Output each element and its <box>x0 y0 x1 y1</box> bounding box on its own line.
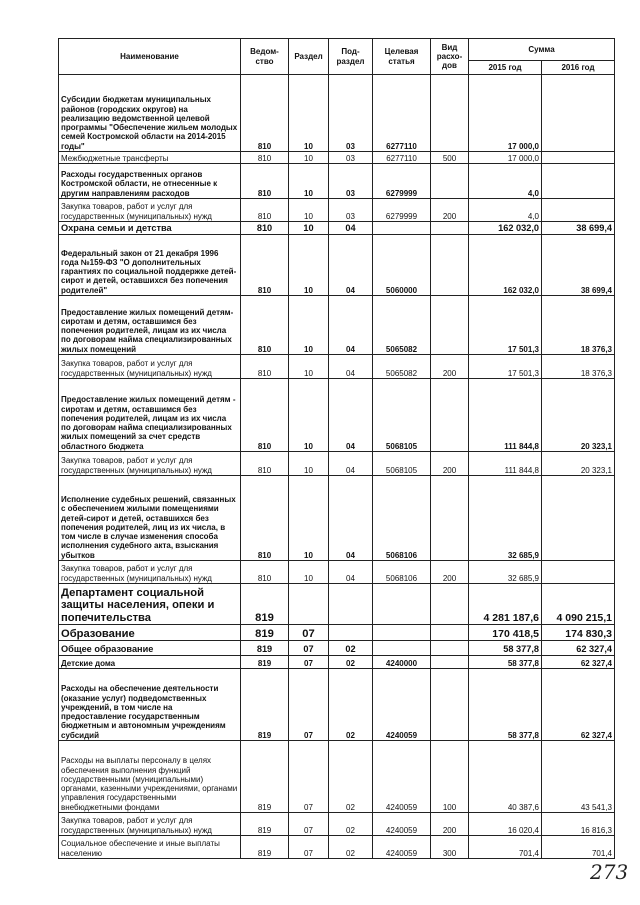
row-podrazdel: 02 <box>329 741 373 813</box>
row-name: Предоставление жилых помещений детям - сиротам и детям, оставшимся без попечения родителей, лицам из их числа по договорам найма специализированных жилых помещений за счет средств областного бюджета <box>59 379 241 452</box>
row-name: Детские дома <box>59 656 241 669</box>
row-sum-2016: 20 323,1 <box>542 379 615 452</box>
header-name: Наименование <box>59 39 241 75</box>
row-stat: 4240059 <box>373 813 431 836</box>
row-stat: 5068106 <box>373 561 431 584</box>
row-razdel: 10 <box>289 355 329 379</box>
row-name: Департамент социальной защиты населения, опеки и попечительства <box>59 584 241 625</box>
table-row <box>59 813 615 836</box>
row-razdel: 07 <box>289 836 329 859</box>
row-podrazdel: 04 <box>329 355 373 379</box>
row-stat: 5068105 <box>373 452 431 476</box>
row-name: Общее образование <box>59 641 241 656</box>
row-sum-2015: 111 844,8 <box>469 379 542 452</box>
table-row <box>59 836 615 859</box>
row-podrazdel: 02 <box>329 641 373 656</box>
row-vid <box>431 625 469 641</box>
row-ved: 810 <box>241 296 289 355</box>
row-sum-2015: 58 377,8 <box>469 669 542 741</box>
row-vid <box>431 235 469 296</box>
row-sum-2016 <box>542 561 615 584</box>
row-name: Исполнение судебных решений, связанных с обеспечением жилыми помещениями детей-сирот и детей, оставшихся без попечения родителей, лиц из их числа, в том числе в случае изменения способа исполнения судебного акта, взыскания убытков <box>59 476 241 561</box>
row-sum-2016: 701,4 <box>542 836 615 859</box>
row-sum-2015: 170 418,5 <box>469 625 542 641</box>
row-vid: 500 <box>431 152 469 164</box>
row-podrazdel: 04 <box>329 379 373 452</box>
row-sum-2016: 174 830,3 <box>542 625 615 641</box>
row-podrazdel: 04 <box>329 476 373 561</box>
row-podrazdel <box>329 625 373 641</box>
row-ved: 819 <box>241 669 289 741</box>
row-vid <box>431 669 469 741</box>
row-stat: 4240059 <box>373 669 431 741</box>
row-ved: 810 <box>241 152 289 164</box>
row-razdel: 10 <box>289 222 329 235</box>
row-sum-2015: 17 501,3 <box>469 296 542 355</box>
row-stat: 6277110 <box>373 75 431 152</box>
row-name: Расходы на обеспечение деятельности (оказание услуг) подведомственных учреждений, в том числе на предоставление государственным бюджетным и автономным учреждениям субсидий <box>59 669 241 741</box>
row-vid: 300 <box>431 836 469 859</box>
table-row <box>59 476 615 561</box>
row-razdel: 07 <box>289 625 329 641</box>
row-vid <box>431 476 469 561</box>
header-podrazdel: Под-раздел <box>329 39 373 75</box>
header-summa: Сумма <box>469 39 615 61</box>
header-razdel: Раздел <box>289 39 329 75</box>
row-ved: 819 <box>241 641 289 656</box>
row-vid <box>431 296 469 355</box>
row-sum-2016 <box>542 199 615 222</box>
row-razdel: 07 <box>289 741 329 813</box>
row-name: Закупка товаров, работ и услуг для государственных (муниципальных) нужд <box>59 199 241 222</box>
row-stat <box>373 641 431 656</box>
row-podrazdel: 03 <box>329 199 373 222</box>
row-sum-2015: 162 032,0 <box>469 222 542 235</box>
row-razdel: 07 <box>289 813 329 836</box>
table-row <box>59 235 615 296</box>
row-name: Закупка товаров, работ и услуг для государственных (муниципальных) нужд <box>59 452 241 476</box>
row-stat: 4240059 <box>373 836 431 859</box>
row-name: Межбюджетные трансферты <box>59 152 241 164</box>
row-podrazdel: 02 <box>329 669 373 741</box>
row-vid: 200 <box>431 561 469 584</box>
row-razdel: 10 <box>289 476 329 561</box>
row-podrazdel: 04 <box>329 561 373 584</box>
header-ved: Ведом-ство <box>241 39 289 75</box>
row-name: Расходы государственных органов Костромской области, не отнесенные к другим направлениям расходов <box>59 164 241 199</box>
row-stat: 4240000 <box>373 656 431 669</box>
row-name: Закупка товаров, работ и услуг для государственных (муниципальных) нужд <box>59 813 241 836</box>
row-ved: 810 <box>241 164 289 199</box>
row-sum-2015: 32 685,9 <box>469 476 542 561</box>
row-sum-2016: 4 090 215,1 <box>542 584 615 625</box>
row-ved: 819 <box>241 813 289 836</box>
row-ved: 810 <box>241 222 289 235</box>
row-podrazdel: 04 <box>329 235 373 296</box>
row-name: Закупка товаров, работ и услуг для государственных (муниципальных) нужд <box>59 355 241 379</box>
row-razdel: 10 <box>289 199 329 222</box>
row-stat <box>373 222 431 235</box>
row-podrazdel <box>329 584 373 625</box>
row-razdel: 07 <box>289 669 329 741</box>
row-ved: 819 <box>241 741 289 813</box>
row-sum-2015: 32 685,9 <box>469 561 542 584</box>
row-razdel <box>289 584 329 625</box>
row-ved: 819 <box>241 656 289 669</box>
row-sum-2016: 62 327,4 <box>542 656 615 669</box>
row-sum-2015: 17 000,0 <box>469 75 542 152</box>
table-row <box>59 75 615 152</box>
row-sum-2016: 62 327,4 <box>542 641 615 656</box>
header-2016: 2016 год <box>542 61 615 75</box>
row-sum-2016: 62 327,4 <box>542 669 615 741</box>
row-vid <box>431 584 469 625</box>
row-sum-2015: 58 377,8 <box>469 656 542 669</box>
row-vid <box>431 641 469 656</box>
row-sum-2015: 17 000,0 <box>469 152 542 164</box>
row-sum-2016: 43 541,3 <box>542 741 615 813</box>
row-sum-2016 <box>542 152 615 164</box>
row-podrazdel: 04 <box>329 296 373 355</box>
row-podrazdel: 04 <box>329 452 373 476</box>
row-sum-2016: 18 376,3 <box>542 355 615 379</box>
row-razdel: 10 <box>289 296 329 355</box>
row-ved: 810 <box>241 476 289 561</box>
row-name: Закупка товаров, работ и услуг для государственных (муниципальных) нужд <box>59 561 241 584</box>
row-podrazdel: 03 <box>329 75 373 152</box>
row-sum-2016 <box>542 75 615 152</box>
table-row <box>59 199 615 222</box>
row-stat: 5065082 <box>373 296 431 355</box>
row-podrazdel: 03 <box>329 164 373 199</box>
row-ved: 810 <box>241 235 289 296</box>
row-razdel: 10 <box>289 75 329 152</box>
row-sum-2015: 40 387,6 <box>469 741 542 813</box>
row-sum-2015: 58 377,8 <box>469 641 542 656</box>
row-sum-2016: 38 699,4 <box>542 235 615 296</box>
row-razdel: 10 <box>289 235 329 296</box>
header-stat: Целевая статья <box>373 39 431 75</box>
row-razdel: 10 <box>289 452 329 476</box>
row-stat: 5068106 <box>373 476 431 561</box>
table-row <box>59 584 615 625</box>
row-sum-2016: 16 816,3 <box>542 813 615 836</box>
row-podrazdel: 04 <box>329 222 373 235</box>
row-razdel: 10 <box>289 561 329 584</box>
row-sum-2015: 4,0 <box>469 164 542 199</box>
row-sum-2016: 18 376,3 <box>542 296 615 355</box>
row-sum-2016 <box>542 476 615 561</box>
row-vid <box>431 656 469 669</box>
row-vid <box>431 222 469 235</box>
table-row <box>59 296 615 355</box>
row-podrazdel: 02 <box>329 656 373 669</box>
row-name: Расходы на выплаты персоналу в целях обеспечения выполнения функций государственными (муниципальными) органами, казенными учреждениями, органами управления государственными внебюджетными фондами <box>59 741 241 813</box>
row-name: Охрана семьи и детства <box>59 222 241 235</box>
row-stat: 5068105 <box>373 379 431 452</box>
row-stat: 5060000 <box>373 235 431 296</box>
table-row <box>59 741 615 813</box>
row-sum-2015: 111 844,8 <box>469 452 542 476</box>
row-stat: 4240059 <box>373 741 431 813</box>
table-row <box>59 625 615 641</box>
row-vid: 200 <box>431 199 469 222</box>
table-row <box>59 222 615 235</box>
row-ved: 810 <box>241 355 289 379</box>
row-stat: 6277110 <box>373 152 431 164</box>
row-podrazdel: 03 <box>329 152 373 164</box>
row-razdel: 10 <box>289 164 329 199</box>
row-sum-2016 <box>542 164 615 199</box>
row-sum-2015: 16 020,4 <box>469 813 542 836</box>
row-vid <box>431 379 469 452</box>
row-podrazdel: 02 <box>329 813 373 836</box>
table-body <box>59 75 615 859</box>
row-name: Образование <box>59 625 241 641</box>
row-ved: 819 <box>241 625 289 641</box>
table-row <box>59 379 615 452</box>
row-sum-2015: 162 032,0 <box>469 235 542 296</box>
row-sum-2015: 701,4 <box>469 836 542 859</box>
row-ved: 819 <box>241 584 289 625</box>
row-ved: 810 <box>241 561 289 584</box>
budget-page <box>58 38 614 859</box>
row-ved: 810 <box>241 199 289 222</box>
table-row <box>59 669 615 741</box>
table-row <box>59 656 615 669</box>
row-sum-2015: 17 501,3 <box>469 355 542 379</box>
row-ved: 810 <box>241 452 289 476</box>
row-sum-2015: 4,0 <box>469 199 542 222</box>
row-vid: 200 <box>431 452 469 476</box>
row-razdel: 07 <box>289 656 329 669</box>
row-stat: 6279999 <box>373 164 431 199</box>
row-name: Федеральный закон от 21 декабря 1996 года №159-ФЗ "О дополнительных гарантиях по социальной поддержке детей-сирот и детей, оставшихся без попечения родителей" <box>59 235 241 296</box>
table-row <box>59 641 615 656</box>
row-sum-2016: 20 323,1 <box>542 452 615 476</box>
row-ved: 810 <box>241 75 289 152</box>
row-vid: 200 <box>431 355 469 379</box>
header-2015: 2015 год <box>469 61 542 75</box>
page-number: 273 <box>590 860 629 884</box>
row-vid <box>431 75 469 152</box>
row-stat <box>373 584 431 625</box>
row-sum-2016: 38 699,4 <box>542 222 615 235</box>
table-row <box>59 152 615 164</box>
table-row <box>59 452 615 476</box>
row-name: Социальное обеспечение и иные выплаты населению <box>59 836 241 859</box>
row-razdel: 10 <box>289 379 329 452</box>
row-razdel: 07 <box>289 641 329 656</box>
row-ved: 819 <box>241 836 289 859</box>
row-name: Субсидии бюджетам муниципальных районов (городских округов) на реализацию ведомственной целевой программы "Обеспечение жильем молодых семей Костромской области на 2014-2015 годы" <box>59 75 241 152</box>
row-vid: 200 <box>431 813 469 836</box>
row-vid: 100 <box>431 741 469 813</box>
row-razdel: 10 <box>289 152 329 164</box>
row-name: Предоставление жилых помещений детям-сиротам и детям, оставшимся без попечения родителей, лицам из их числа по договорам найма специализированных жилых помещений <box>59 296 241 355</box>
row-stat: 5065082 <box>373 355 431 379</box>
header-vid: Вид расхо-дов <box>431 39 469 75</box>
row-stat <box>373 625 431 641</box>
row-ved: 810 <box>241 379 289 452</box>
budget-table <box>58 38 615 859</box>
row-vid <box>431 164 469 199</box>
row-podrazdel: 02 <box>329 836 373 859</box>
row-stat: 6279999 <box>373 199 431 222</box>
table-row <box>59 164 615 199</box>
table-row <box>59 355 615 379</box>
table-row <box>59 561 615 584</box>
row-sum-2015: 4 281 187,6 <box>469 584 542 625</box>
